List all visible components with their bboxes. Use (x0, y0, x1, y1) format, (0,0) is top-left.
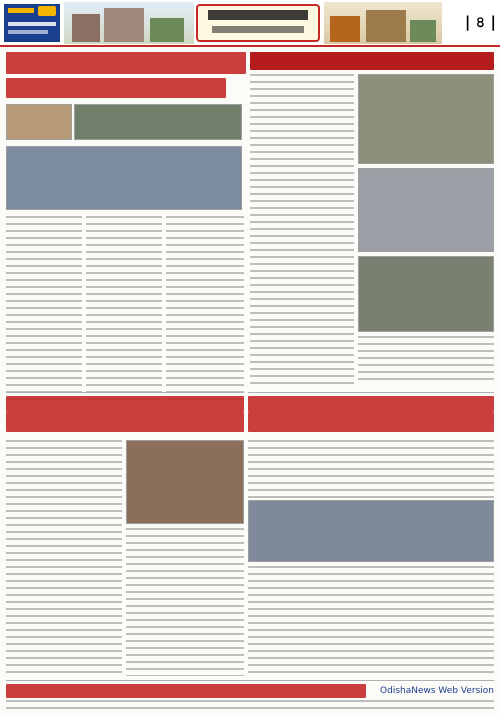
logo-accent (8, 8, 34, 13)
issue-date (212, 26, 304, 33)
tree-illustration (150, 18, 184, 42)
article-headline-line1[interactable] (6, 52, 246, 74)
article-text-column (248, 440, 494, 498)
article-text-column (6, 440, 122, 676)
tree-illustration (410, 20, 436, 42)
building-illustration (72, 14, 100, 42)
logo-tagline (8, 30, 48, 34)
divider (248, 392, 494, 393)
building-illustration (366, 10, 406, 42)
article-text-column (250, 74, 354, 384)
article-text-column (6, 700, 494, 713)
article-text-column (248, 566, 494, 676)
building-illustration (104, 8, 144, 42)
article-photo-seized-items[interactable] (358, 168, 494, 252)
article-headline-line2[interactable] (6, 78, 226, 98)
temple-illustration (330, 16, 360, 42)
divider (6, 392, 244, 393)
article-headline[interactable] (250, 52, 494, 70)
divider (6, 680, 494, 681)
article-text-column (166, 216, 244, 404)
article-kicker[interactable] (248, 396, 494, 412)
article-photo[interactable] (6, 104, 72, 140)
article-headline[interactable] (248, 412, 494, 432)
article-kicker[interactable] (6, 396, 244, 412)
article-headline[interactable] (6, 684, 366, 698)
article-text-column (126, 528, 244, 676)
logo-icon (38, 6, 56, 16)
article-headline[interactable] (6, 412, 244, 432)
logo-wordmark (8, 22, 56, 26)
page-number: | ৪ | (464, 13, 496, 31)
article-photo-people[interactable] (248, 500, 494, 562)
article-photo-people[interactable] (358, 256, 494, 332)
section-title (208, 10, 308, 20)
article-text-column (86, 216, 162, 404)
article-photo[interactable] (74, 104, 242, 140)
article-photo-people[interactable] (358, 74, 494, 164)
article-text-column (358, 336, 494, 384)
footer-link[interactable]: OdishaNews Web Version (380, 686, 494, 696)
article-text-column (6, 216, 82, 404)
article-photo-award-ceremony[interactable] (126, 440, 244, 524)
article-photo-people[interactable] (6, 146, 242, 210)
